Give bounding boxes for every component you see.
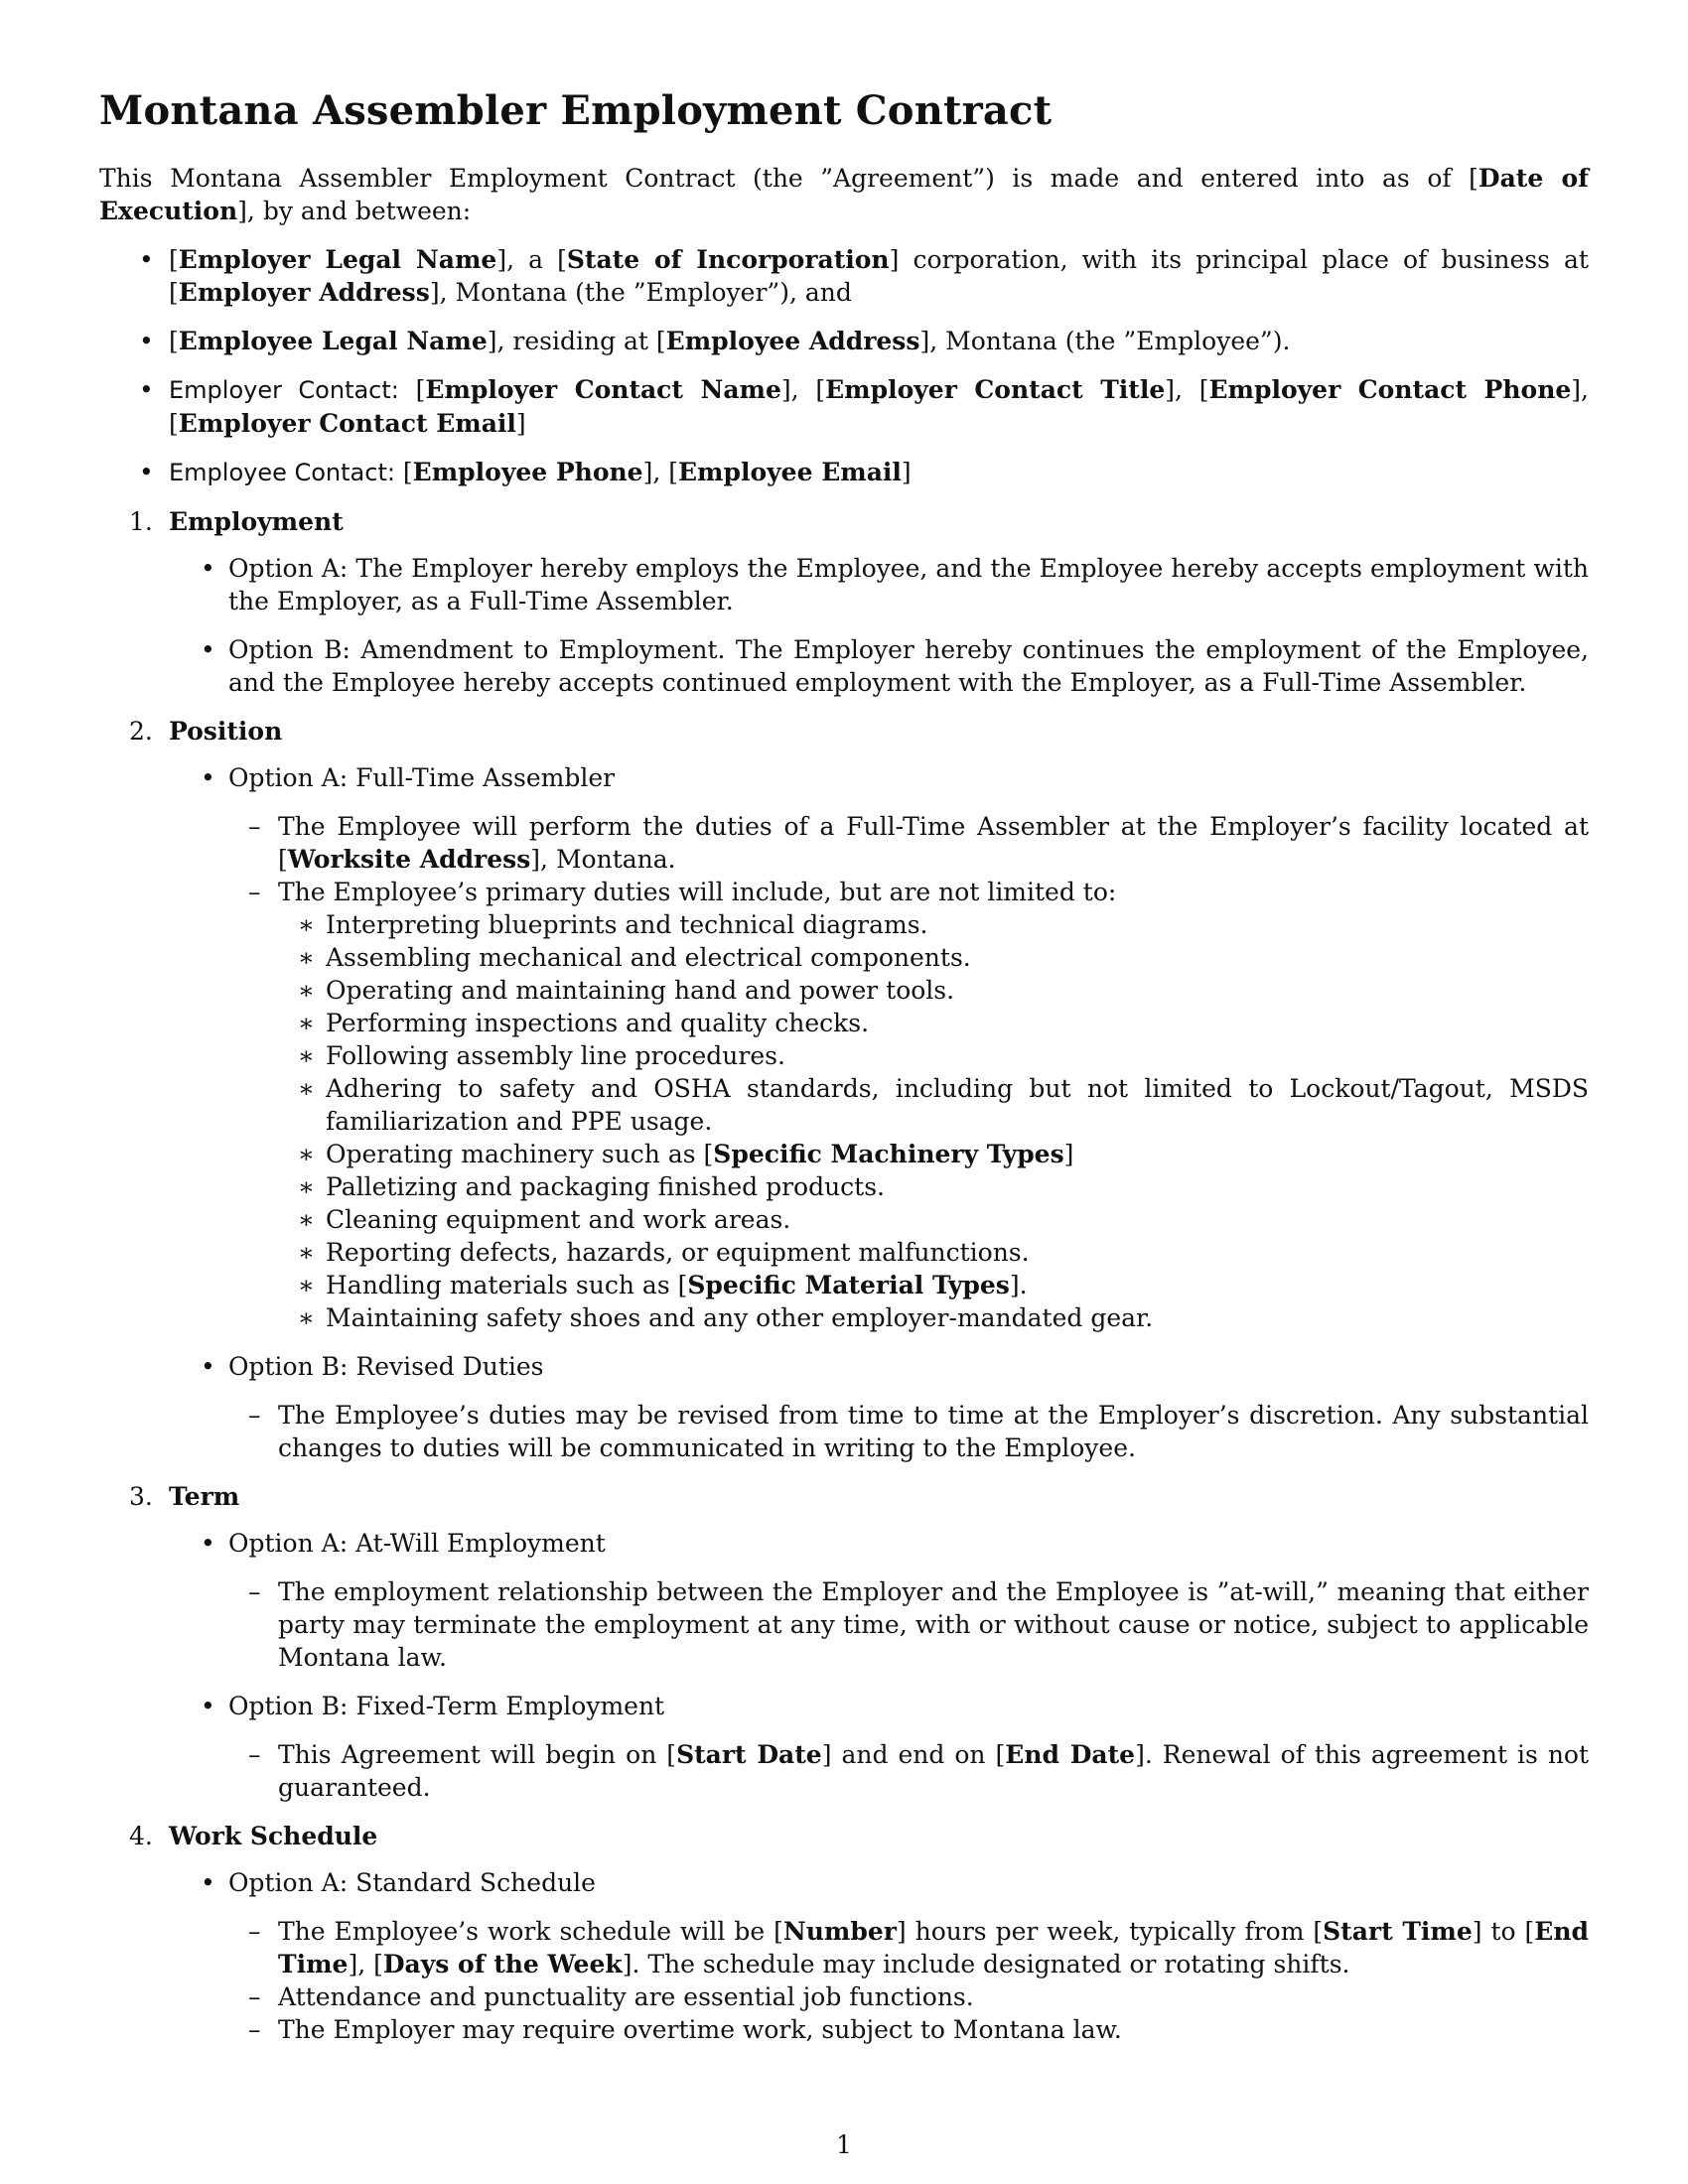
parties-list — [99, 243, 1589, 489]
list-item: ∗ Cleaning equipment and work areas. — [298, 1205, 791, 1234]
schedule-a-overtime: – The Employer may require overtime work, subject to Montana law. — [248, 2015, 1122, 2044]
schedule-option-a: • Option A: Standard Schedule – The Employee’s work schedule will be [Number] hours per week, typically from [Start Time] to [End Time], [Days of the Week]. The schedule may include designated or rotating shifts. – Attendance and punctuality are essential job functions. – The Employer may require overtime work, subject to Montana law. — [99, 1866, 1589, 2046]
list-item: ∗ Maintaining safety shoes and any other employer-mandated gear. — [298, 1303, 1154, 1332]
position-a-worksite: – The Employee will perform the duties of a Full-Time Assembler at the Employer’s facility located at [Worksite Address], Montana. — [248, 812, 1589, 874]
employment-option-b: • Option B: Amendment to Employment. The Employer hereby continues the employment of the Employee, and the Employee hereby accepts continued employment with the Employer, as a Full-Time Assembler. — [201, 635, 1589, 697]
employee-contact: • Employee Contact: [Employee Phone], [Employee Email] — [139, 458, 912, 486]
term-b-fixed: – This Agreement will begin on [Start Date] and end on [End Date]. Renewal of this agreement is not guaranteed. — [248, 1740, 1590, 1802]
section-term-heading: 3. Term — [129, 1482, 240, 1511]
section-schedule-options — [99, 1866, 1589, 2046]
section-schedule-heading: 4. Work Schedule — [129, 1822, 378, 1850]
party-employee: • [Employee Legal Name], residing at [Employee Address], Montana (the ”Employee”). — [139, 327, 1291, 355]
list-item: ∗ Reporting defects, hazards, or equipment malfunctions. — [298, 1238, 1030, 1267]
list-item: ∗ Interpreting blueprints and technical diagrams. — [298, 910, 928, 939]
section-employment-options — [99, 552, 1589, 699]
document-page — [99, 87, 1589, 2062]
section-position-options — [99, 761, 1589, 1464]
position-b-revised: – The Employee’s duties may be revised from time to time at the Employer’s discretion. Any substantial changes to duties will be communicated in writing to the Employee. — [248, 1401, 1589, 1462]
list-item: ∗ Operating and maintaining hand and power tools. — [298, 976, 955, 1005]
list-item: ∗ Handling materials such as [Specific Material Types]. — [298, 1271, 1028, 1299]
position-option-a: • Option A: Full-Time Assembler – The Employee will perform the duties of a Full-Time Assembler at the Employer’s facility located at [Worksite Address], Montana. – The Employee’s primary duties will include, but are not limited to: ∗ Interpreting blueprints and technical diagrams. ∗ Assembling mechanical and electrical components. ∗ Operating and maintaining hand and power tools. ∗ Performing inspections and quality checks. ∗ Following assembly line procedures. ∗ Adhering to safety and OSHA standards, including but not limited to Lockout/Tagout, MSDS familiarization and PPE usage. ∗ Operating machinery such as [Specific Machinery Types] ∗ Palletizing and packaging finished products. ∗ Cleaning equipment and work areas. ∗ Reporting defects, hazards, or equipment malfunctions. ∗ Handling materials such as [Specific Material Types]. ∗ Maintaining safety shoes and any other employer-mandated gear. — [99, 761, 1589, 1334]
term-a-atwill: – The employment relationship between the Employer and the Employee is ”at-will,” meaning that either party may terminate the employment at any time, with or without cause or notice, subject to applicable Montana law. — [248, 1577, 1589, 1672]
term-option-b: • Option B: Fixed-Term Employment – This Agreement will begin on [Start Date] and end on [End Date]. Renewal of this agreement is not guaranteed. — [99, 1690, 1589, 1804]
employer-contact: • Employer Contact: [Employer Contact Name], [Employer Contact Title], [Employer Contact Phone], [Employer Contact Email] — [139, 375, 1589, 438]
list-item: ∗ Assembling mechanical and electrical components. — [298, 943, 971, 972]
list-item: ∗ Palletizing and packaging finished products. — [298, 1172, 886, 1201]
party-employer: • [Employer Legal Name], a [State of Incorporation] corporation, with its principal place of business at [Employer Address], Montana (the ”Employer”), and — [139, 245, 1589, 307]
page-title: Montana Assembler Employment Contract — [99, 87, 1053, 134]
date-placeholder: Date of Execution — [99, 164, 1589, 225]
section-position-heading: 2. Position — [129, 717, 283, 746]
section-employment-heading: 1. Employment — [129, 507, 344, 536]
intro-paragraph: This Montana Assembler Employment Contract (the ”Agreement”) is made and entered into as of [Date of Execution], by and between: — [99, 164, 1589, 225]
list-item: ∗ Performing inspections and quality checks. — [298, 1009, 870, 1037]
list-item: ∗ Operating machinery such as [Specific Machinery Types] — [298, 1140, 1074, 1168]
position-option-b: • Option B: Revised Duties – The Employee’s duties may be revised from time to time at the Employer’s discretion. Any substantial changes to duties will be communicated in writing to the Employee. — [99, 1350, 1589, 1464]
position-a-duties: – The Employee’s primary duties will include, but are not limited to: ∗ Interpreting blueprints and technical diagrams. ∗ Assembling mechanical and electrical components. ∗ Operating and maintaining hand and power tools. ∗ Performing inspections and quality checks. ∗ Following assembly line procedures. ∗ Adhering to safety and OSHA standards, including but not limited to Lockout/Tagout, MSDS familiarization and PPE usage. ∗ Operating machinery such as [Specific Machinery Types] ∗ Palletizing and packaging finished products. ∗ Cleaning equipment and work areas. ∗ Reporting defects, hazards, or equipment malfunctions. ∗ Handling materials such as [Specific Material Types]. ∗ Maintaining safety shoes and any other employer-mandated gear. — [99, 876, 1589, 1334]
page-number: 1 — [836, 2130, 852, 2159]
duties-list — [99, 908, 1589, 1334]
list-item: ∗ Adhering to safety and OSHA standards, including but not limited to Lockout/Tagout, MSDS familiarization and PPE usage. — [298, 1074, 1589, 1136]
list-item: ∗ Following assembly line procedures. — [298, 1041, 785, 1070]
section-term-options — [99, 1527, 1589, 1804]
employment-option-a: • Option A: The Employer hereby employs the Employee, and the Employee hereby accepts employment with the Employer, as a Full-Time Assembler. — [201, 554, 1589, 615]
schedule-a-hours: – The Employee’s work schedule will be [Number] hours per week, typically from [Start Time] to [End Time], [Days of the Week]. The schedule may include designated or rotating shifts. — [248, 1917, 1590, 1979]
term-option-a: • Option A: At-Will Employment – The employment relationship between the Employer and the Employee is ”at-will,” meaning that either party may terminate the employment at any time, with or without cause or notice, subject to applicable Montana law. — [99, 1527, 1589, 1674]
schedule-a-attendance: – Attendance and punctuality are essential job functions. — [248, 1982, 974, 2011]
